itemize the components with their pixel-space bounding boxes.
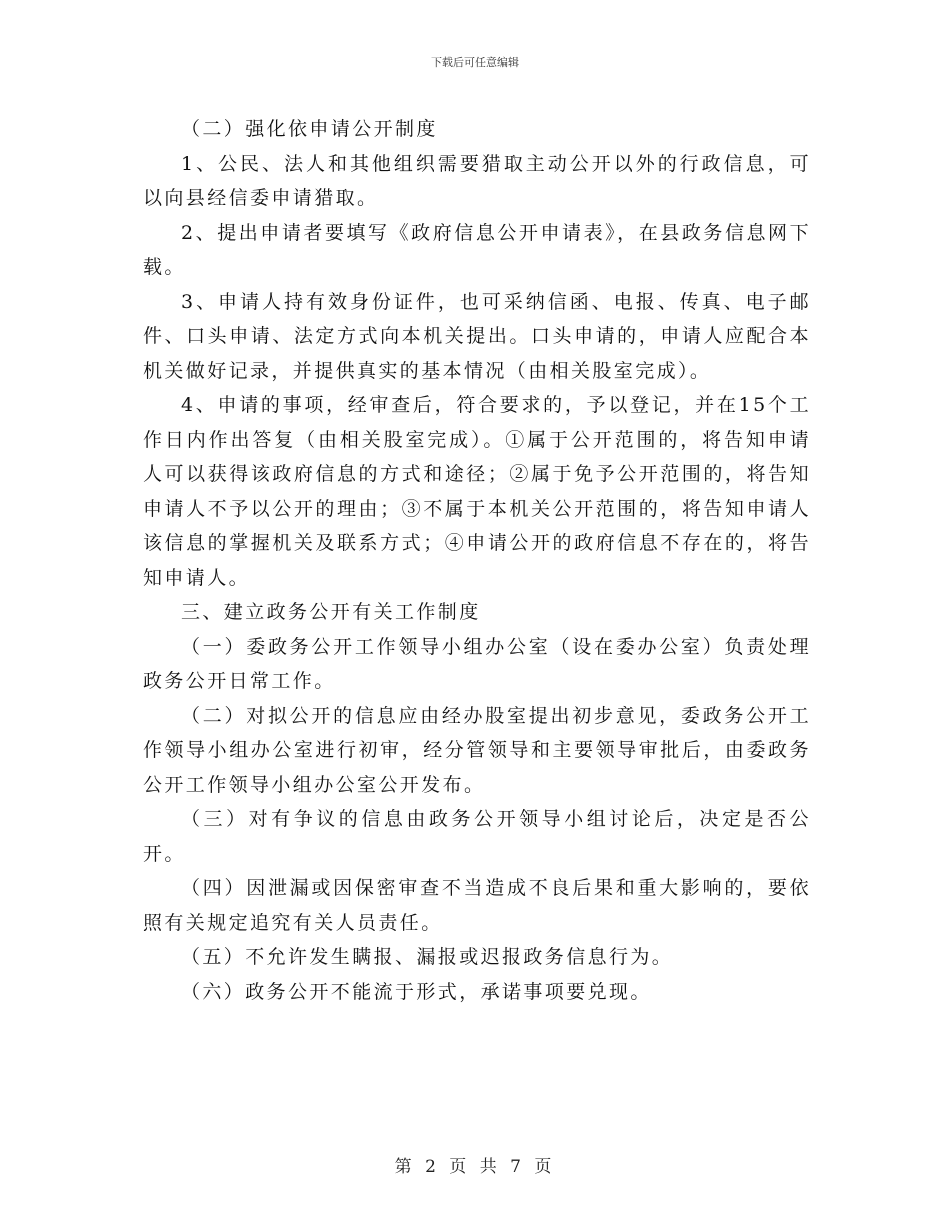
body-paragraph: 3、申请人持有效身份证件，也可采纳信函、电报、传真、电子邮件、口头申请、法定方式向本机关提出。口头申请的，申请人应配合本机关做好记录，并提供真实的基本情况（由相关股室完成）。 <box>143 290 811 382</box>
page-footer: 第 2 页 共 7 页 <box>394 1157 556 1177</box>
body-paragraph: （一）委政务公开工作领导小组办公室（设在委办公室）负责处理政务公开日常工作。 <box>143 635 811 692</box>
section-heading: （二）强化依申请公开制度 <box>181 118 438 140</box>
document-body <box>143 112 811 1009</box>
body-paragraph: （二）对拟公开的信息应由经办股室提出初步意见，委政务公开工作领导小组办公室进行初审，经分管领导和主要领导审批后，由委政务公开工作领导小组办公室公开发布。 <box>143 704 811 796</box>
body-paragraph: 4、申请的事项，经审查后，符合要求的，予以登记，并在15个工作日内作出答复（由相关股室完成）。①属于公开范围的，将告知申请人可以获得该政府信息的方式和途径；②属于免予公开范围的，将告知申请人不予以公开的理由；③不属于本机关公开范围的，将告知申请人该信息的掌握机关及联系方式；④申请公开的政府信息不存在的，将告知申请人。 <box>143 394 811 589</box>
body-paragraph: （六）政务公开不能流于形式，承诺事项要兑现。 <box>181 980 652 1003</box>
body-paragraph: （三）对有争议的信息由政务公开领导小组讨论后，决定是否公开。 <box>143 808 811 865</box>
body-paragraph: （四）因泄漏或因保密审查不当造成不良后果和重大影响的，要依照有关规定追究有关人员责任。 <box>143 877 811 934</box>
page-header: 下载后可任意编辑 <box>431 56 519 69</box>
body-paragraph: （五）不允许发生瞒报、漏报或迟报政务信息行为。 <box>181 946 674 968</box>
body-paragraph: 1、公民、法人和其他组织需要猎取主动公开以外的行政信息，可以向县经信委申请猎取。 <box>143 152 811 209</box>
body-paragraph: 2、提出申请者要填写《政府信息公开申请表》，在县政务信息网下载。 <box>143 221 811 278</box>
section-heading: 三、建立政务公开有关工作制度 <box>181 601 481 623</box>
